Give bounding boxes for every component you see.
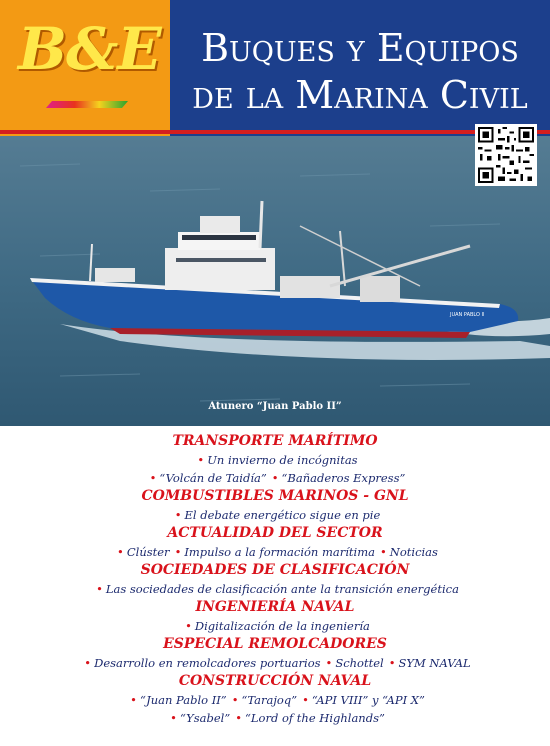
bullet-icon: • [130,693,137,707]
bullet-icon: • [235,711,243,725]
section-heading: CONSTRUCCIÓN NAVAL [178,673,372,689]
bullet-icon: • [231,693,239,707]
section-item-line [0,451,550,469]
article-title: Clúster [126,545,170,559]
logo-color-stripe [46,101,128,108]
logo-block [0,0,170,136]
section-heading: ACTUALIDAD DEL SECTOR [167,525,383,541]
article-title: Impulso a la formación marítima [184,545,375,559]
bullet-icon: • [96,582,103,596]
article-title: El debate energético sigue en pie [184,508,381,522]
article-title: Noticias [389,545,438,559]
article-title: “Volcán de Taidía” [159,471,267,485]
bullet-icon: • [170,711,177,725]
magazine-title-block [170,0,550,136]
section-item-line [0,543,550,561]
bullet-icon: • [302,693,309,707]
section-item-line [0,580,550,598]
section-heading: COMBUSTIBLES MARINOS - GNL [141,488,409,504]
photo-caption: Atunero “Juan Pablo II” [208,401,342,412]
table-of-contents [0,432,550,727]
section-item-line [0,617,550,635]
section-item-line [0,506,550,524]
bullet-icon: • [197,453,205,467]
section-heading: SOCIEDADES DE CLASIFICACIÓN [140,562,410,578]
article-title: Un invierno de incógnitas [207,453,358,467]
section-item-line [0,469,550,487]
magazine-title-line-1: Buques y Equipos [201,26,519,70]
article-title: Desarrollo en remolcadores portuarios [94,656,321,670]
article-title: “Juan Pablo II” [139,693,227,707]
bullet-icon: • [84,656,92,670]
article-title: Digitalización de la ingeniería [194,619,370,633]
article-title: “Bañaderos Express” [281,471,406,485]
article-title: “Lord of the Highlands” [245,711,385,725]
brand-logo: B&E [18,15,161,83]
article-title: Las sociedades de clasificación ante la transición energética [105,582,459,596]
masthead [0,0,550,136]
bullet-icon: • [174,508,182,522]
bullet-icon: • [185,619,192,633]
article-title: “Ysabel” [179,711,231,725]
bullet-icon: • [174,545,182,559]
article-title: “Tarajoq” [241,693,298,707]
section-heading: TRANSPORTE MARÍTIMO [172,433,378,449]
bullet-icon: • [271,471,279,485]
section-heading: INGENIERÍA NAVAL [195,599,355,615]
qr-code[interactable] [475,124,537,186]
cover-photo-tuna-vessel [0,136,550,426]
bullet-icon: • [388,656,396,670]
section-item-line [0,709,550,727]
magazine-title-line-2: de la Marina Civil [192,73,528,117]
section-heading: ESPECIAL REMOLCADORES [163,636,387,652]
article-title: “API VIII” y “API X” [311,693,425,707]
bullet-icon: • [379,545,387,559]
article-title: SYM NAVAL [398,656,471,670]
section-item-line [0,654,550,672]
bullet-icon: • [117,545,124,559]
article-title: Schottel [335,656,384,670]
section-item-line [0,691,550,709]
bullet-icon: • [325,656,333,670]
hull-ship-name: JUAN PABLO II [450,312,485,318]
bullet-icon: • [149,471,157,485]
header-divider [0,130,550,134]
